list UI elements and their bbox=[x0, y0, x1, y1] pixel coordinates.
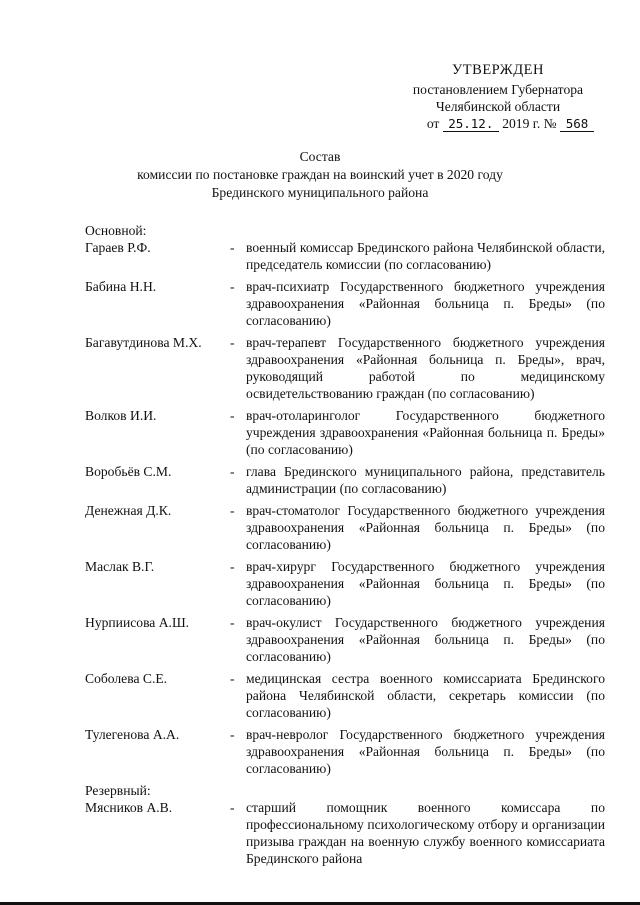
main-section-label: Основной: bbox=[85, 223, 147, 238]
dash-separator: - bbox=[230, 559, 235, 574]
member-row bbox=[85, 558, 605, 609]
approval-date-line bbox=[398, 115, 598, 132]
member-row bbox=[85, 463, 605, 497]
dash-separator: - bbox=[230, 240, 235, 255]
reserve-member-row bbox=[85, 799, 605, 867]
main-members bbox=[85, 239, 605, 777]
member-name: Багавутдинова М.Х. bbox=[85, 335, 202, 350]
member-name: Маслак В.Г. bbox=[85, 559, 155, 574]
dash-separator: - bbox=[230, 671, 235, 686]
member-name: Соболева С.Е. bbox=[85, 671, 168, 686]
dash-separator: - bbox=[230, 800, 235, 815]
member-role: врач-хирург Государственного бюджетного учреждения здравоохранения «Районная больница п. Бреды» (по согласованию) bbox=[246, 559, 605, 608]
member-role: врач-психиатр Государственного бюджетного учреждения здравоохранения «Районная больница п. Бреды» (по согласованию) bbox=[246, 279, 605, 328]
member-name: Денежная Д.К. bbox=[85, 503, 172, 518]
member-role: глава Брединского муниципального района, представитель администрации (по согласованию) bbox=[246, 464, 605, 496]
member-role: медицинская сестра военного комиссариата Брединского района Челябинской области, секретарь комиссии (по согласованию) bbox=[246, 671, 605, 720]
member-name: Воробьёв С.М. bbox=[85, 464, 172, 479]
member-row bbox=[85, 502, 605, 553]
dash-separator: - bbox=[230, 464, 235, 479]
member-role: врач-терапевт Государственного бюджетного учреждения здравоохранения «Районная больница п. Бреды», врач, руководящий работой по медицинскому освидетельствованию граждан (по согласованию) bbox=[246, 335, 605, 401]
number-value: 568 bbox=[560, 116, 594, 132]
member-row bbox=[85, 239, 605, 273]
member-row bbox=[85, 407, 605, 458]
approval-stamp bbox=[398, 62, 598, 132]
dash-separator: - bbox=[230, 335, 235, 350]
member-name: Гараев Р.Ф. bbox=[85, 240, 151, 255]
commission-list bbox=[85, 222, 605, 872]
title-line-1: Состав bbox=[299, 149, 341, 164]
member-name: Нурпиисова А.Ш. bbox=[85, 615, 190, 630]
title-line-3: Брединского муниципального района bbox=[211, 185, 429, 200]
document-title bbox=[0, 148, 640, 202]
member-row bbox=[85, 670, 605, 721]
member-role: старший помощник военного комиссара по профессиональному психологическому отбору и организации призыва граждан на военную службу военного комиссариата Брединского района bbox=[246, 800, 605, 866]
member-row bbox=[85, 278, 605, 329]
title-line-2: комиссии по постановке граждан на воинский учет в 2020 году bbox=[137, 167, 503, 182]
date-prefix: от bbox=[426, 116, 440, 131]
member-row bbox=[85, 614, 605, 665]
member-role: военный комиссар Брединского района Челябинской области, председатель комиссии (по согласованию) bbox=[246, 240, 605, 272]
year-text: 2019 г. № bbox=[502, 116, 557, 131]
member-role: врач-окулист Государственного бюджетного учреждения здравоохранения «Районная больница п. Бреды» (по согласованию) bbox=[246, 615, 605, 664]
member-role: врач-стоматолог Государственного бюджетного учреждения здравоохранения «Районная больница п. Бреды» (по согласованию) bbox=[246, 503, 605, 552]
member-name: Бабина Н.Н. bbox=[85, 279, 157, 294]
reserve-section-label: Резервный: bbox=[85, 783, 151, 798]
member-name: Волков И.И. bbox=[85, 408, 157, 423]
member-row bbox=[85, 726, 605, 777]
member-row bbox=[85, 334, 605, 402]
member-name: Тулегенова А.А. bbox=[85, 727, 180, 742]
dash-separator: - bbox=[230, 279, 235, 294]
date-value: 25.12. bbox=[443, 116, 499, 132]
dash-separator: - bbox=[230, 727, 235, 742]
member-name: Мясников А.В. bbox=[85, 800, 173, 815]
approval-heading: УТВЕРЖДЕН bbox=[452, 62, 544, 78]
reserve-members bbox=[85, 799, 605, 867]
dash-separator: - bbox=[230, 615, 235, 630]
dash-separator: - bbox=[230, 408, 235, 423]
approval-line-2: Челябинской области bbox=[435, 99, 561, 114]
dash-separator: - bbox=[230, 503, 235, 518]
member-role: врач-отоларинголог Государственного бюджетного учреждения здравоохранения «Районная больница п. Бреды» (по согласованию) bbox=[246, 408, 605, 457]
member-role: врач-невролог Государственного бюджетного учреждения здравоохранения «Районная больница п. Бреды» (по согласованию) bbox=[246, 727, 605, 776]
approval-line-1: постановлением Губернатора bbox=[412, 82, 584, 97]
